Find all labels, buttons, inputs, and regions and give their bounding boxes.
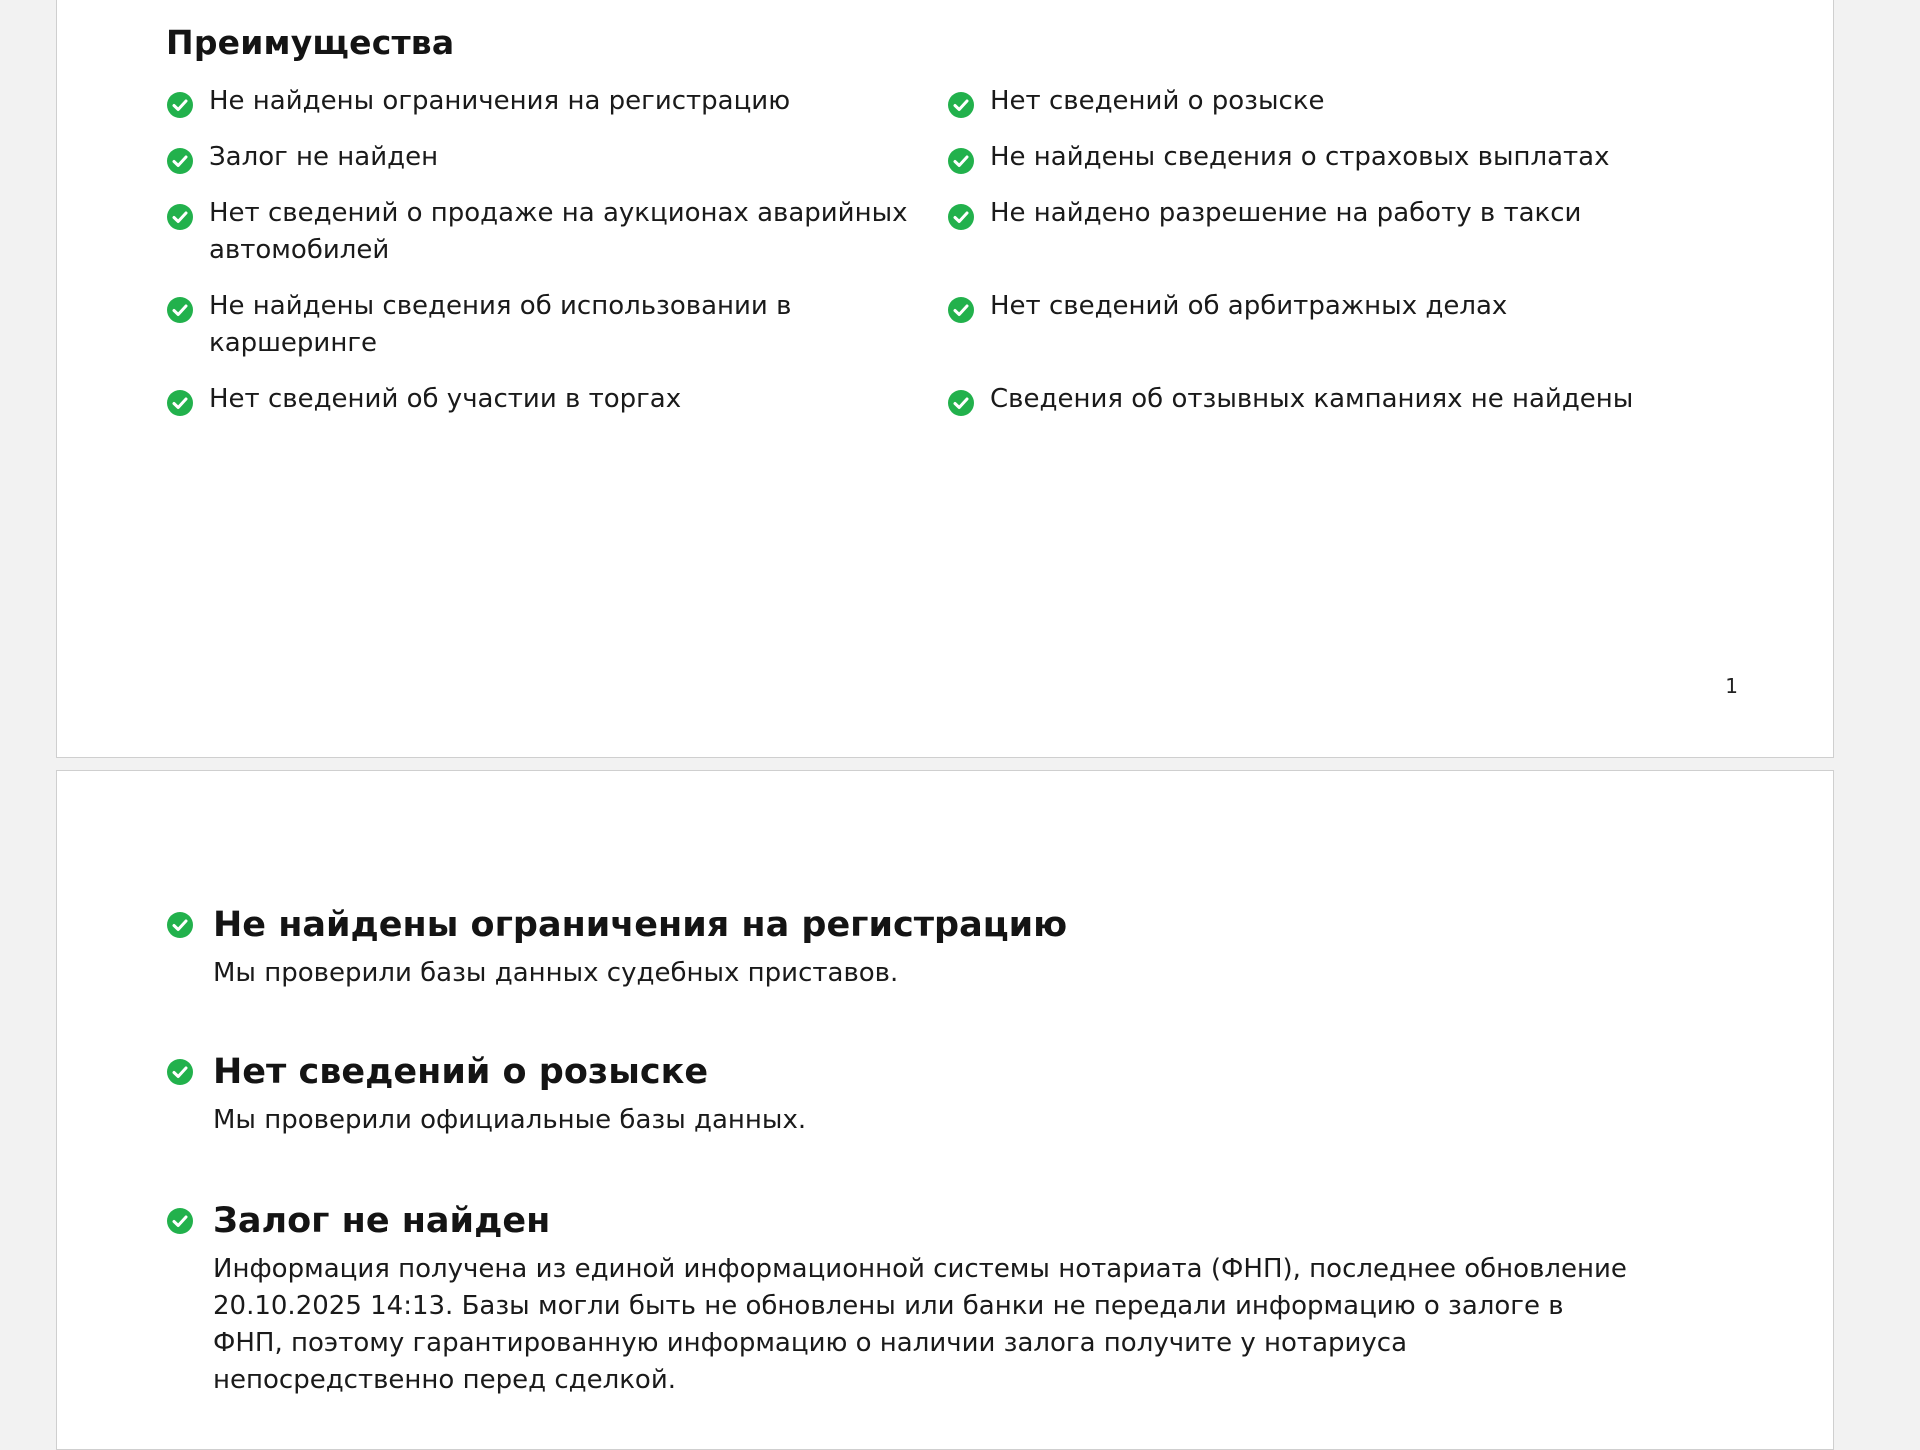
check-circle-icon [166,389,194,417]
detail-section [166,1201,1666,1399]
detail-text: Мы проверили официальные базы данных. [213,1105,807,1135]
advantage-text: Не найдены сведения о страховых выплатах [990,142,1610,172]
check-circle-icon [166,91,194,119]
advantage-item [166,288,947,381]
check-circle-icon [166,147,194,175]
advantage-item [166,381,947,437]
advantage-text: Нет сведений о продаже на аукционах аварийных автомобилей [209,198,908,265]
check-circle-icon [947,203,975,231]
detail-title: Не найдены ограничения на регистрацию [213,905,1068,945]
advantage-item [947,381,1726,437]
advantage-text: Нет сведений об участии в торгах [209,384,682,414]
detail-text: Мы проверили базы данных судебных приставов. [213,958,899,988]
section-title: Преимущества [166,23,455,62]
detail-text: Информация получена из единой информационной системы нотариата (ФНП), последнее обновление 20.10.2025 14:13. Базы могли быть не обновлены или банки не передали информацию о залоге в ФНП, поэтому гарантированную информацию о наличии залога получите у нотариуса непосредственно перед сделкой. [213,1254,1627,1395]
page-number: 1 [1725,674,1738,698]
report-page-2 [56,770,1834,1450]
advantage-item [166,195,947,288]
advantage-item [947,139,1726,195]
detail-section [166,905,1666,992]
check-circle-icon [947,91,975,119]
check-circle-icon [166,296,194,324]
advantage-item [947,288,1726,381]
advantage-text: Не найдены сведения об использовании в каршеринге [209,291,792,358]
advantage-text: Нет сведений о розыске [990,86,1325,116]
advantage-text: Залог не найден [209,142,439,172]
check-circle-icon [166,911,194,939]
detail-section [166,1052,1666,1139]
check-circle-icon [947,147,975,175]
check-circle-icon [947,296,975,324]
advantage-text: Не найдены ограничения на регистрацию [209,86,791,116]
advantage-text: Не найдено разрешение на работу в такси [990,198,1582,228]
detail-title: Нет сведений о розыске [213,1052,709,1092]
advantage-item [166,83,947,139]
advantage-item [166,139,947,195]
advantage-text: Нет сведений об арбитражных делах [990,291,1508,321]
check-circle-icon [166,1207,194,1235]
report-page-1 [56,0,1834,758]
advantage-text: Сведения об отзывных кампаниях не найдены [990,384,1634,414]
check-circle-icon [166,203,194,231]
check-circle-icon [166,1058,194,1086]
advantage-item [947,195,1726,288]
advantages-list [166,83,1726,437]
detail-title: Залог не найден [213,1201,551,1241]
advantage-item [947,83,1726,139]
check-circle-icon [947,389,975,417]
